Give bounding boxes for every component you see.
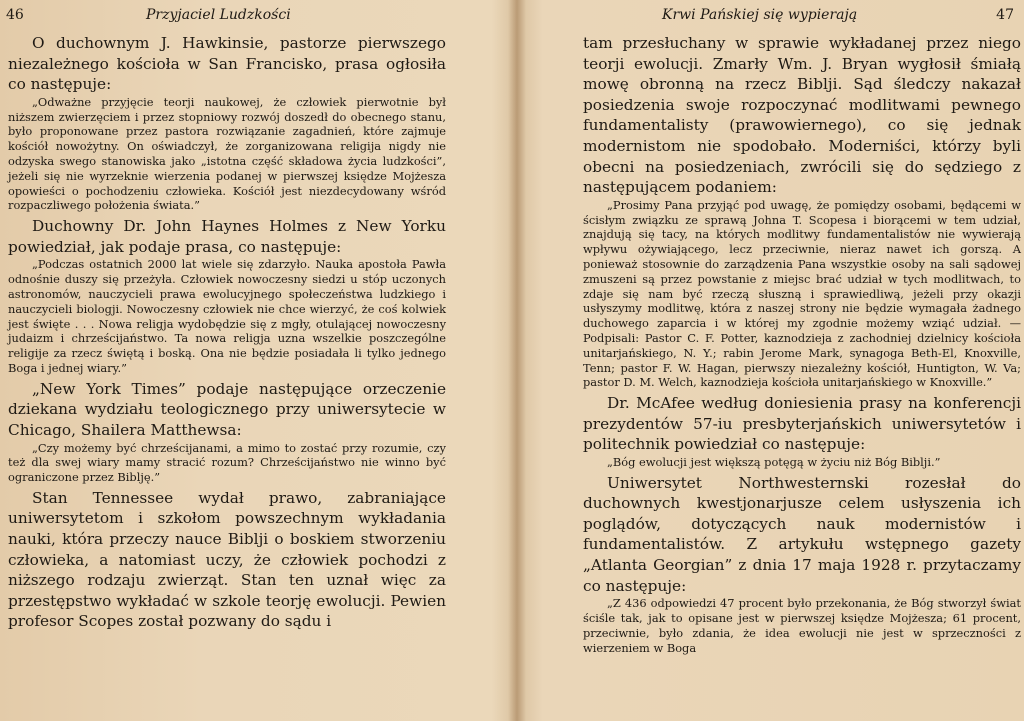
paragraph: Stan Tennessee wydał prawo, zabraniające uniwersytetom i szkołom powszechnym wykładania nauki, która przeczy nauce Biblji o boskiem stworzeniu człowieka, a natomiast uczy, że człowiek pochodzi z niższego rodzaju zwierząt. Stan ten uznał więc za przestępstwo wykładać w szkole teorję ewolucji. Pewien profesor Scopes został pozwany do sądu i <box>8 488 446 631</box>
right-running-head <box>572 4 1014 26</box>
paragraph: Duchowny Dr. John Haynes Holmes z New Yorku powiedział, jak podaje prasa, co następuje: <box>8 217 446 256</box>
left-page-number: 46 <box>6 7 24 23</box>
quotation: „Bóg ewolucji jest większą potęgą w życiu niż Bóg Biblji.” <box>607 454 941 469</box>
quotation: „Odważne przyjęcie teorji naukowej, że człowiek pierwotnie był niższem zwierzęciem i przez stopniowy rozwój doszedł do obecnego stanu, było proponowane przez pastora rozwiązanie zagadnień, które zajmuje kościół nowożytny. On oświadczył, że zorganizowana religija nigdy nie odzyska swego stanowiska jako „istotna część składowa życia ludzkości”, jeżeli się nie wyrzeknie wierzenia podanej w pierwszej księdze Mojżesza opowieści o pochodzeniu człowieka. Kościół jest niezdecydowany wśród rozpaczliwego położenia świata.” <box>8 94 446 213</box>
left-page-body <box>8 33 446 632</box>
left-running-title: Przyjaciel Ludzkości <box>146 7 291 23</box>
paragraph: Dr. McAfee według doniesienia prasy na konferencji prezydentów 57-iu presbyterjańskich uniwersytetów i politechnik powiedział co następuje: <box>583 394 1021 454</box>
right-page <box>512 0 1024 721</box>
quotation: „Z 436 odpowiedzi 47 procent było przekonania, że Bóg stworzył świat ściśle tak, jak to opisane jest w pierwszej księdze Mojżesza; 61 procent, przeciwnie, było zdania, że idea ewolucji nie jest w sprzeczności z wierzeniem w Boga <box>583 596 1021 655</box>
quotation: „Prosimy Pana przyjąć pod uwagę, że pomiędzy osobami, będącemi w ścisłym związku ze sprawą Johna T. Scopesa i biorącemi w tem udział, znajdują się tacy, na których modlitwy fundamentalistów nie wywierają wpływu ożywiającego, lecz przeciwnie, nieraz nawet ich gorszą. A ponieważ stosownie do zarządzenia Pana wszystkie osoby na sali sądowej zmuszeni są przez powstanie z miejsc brać udział w tych modlitwach, to zdaje się nam być rzeczą słuszną i sprawiedliwą, jeżeli przy okazji usłyszymy modlitwę, która z naszej strony nie będzie wymagała żadnego duchowego zaparcia i w której my zgodnie możemy wziąć udział. — Podpisali: Pastor C. F. Potter, kaznodzieja z zachodniej dzielnicy kościoła unitarjańskiego, N. Y.; rabin Jerome Mark, synagoga Beth-El, Knoxville, Tenn; pastor F. W. Hagan, pierwszy niezależny kościół, Huntigton, W. Va; pastor D. M. Welch, kaznodzieja kościoła unitarjańskiego w Knoxville.” <box>583 197 1021 390</box>
paragraph: „New York Times” podaje następujące orzeczenie dziekana wydziału teologicznego przy uniwersytecie w Chicago, Shailera Matthewsa: <box>8 379 446 439</box>
quotation: „Czy możemy być chrześcijanami, a mimo to zostać przy rozumie, czy też dla swej wiary mamy stracić rozum? Chrześcijaństwo nie winno być ograniczone przez Biblję.” <box>8 440 446 485</box>
left-running-head <box>6 4 492 26</box>
right-page-number: 47 <box>996 7 1014 23</box>
paragraph: O duchownym J. Hawkinsie, pastorze pierwszego niezależnego kościoła w San Francisko, prasa ogłosiła co następuje: <box>8 34 446 94</box>
quotation: „Podczas ostatnich 2000 lat wiele się zdarzyło. Nauka apostoła Pawła odnośnie duszy się przeżyła. Człowiek nowoczesny siedzi u stóp uczonych astronomów, nauczycieli prawa ewolucyjnego społeczeństwa ludzkiego i nauczycieli biologji. Nowoczesny człowiek nie chce wierzyć, że coś kolwiek jest święte . . . Nowa religja wydobędzie się z mgły, otulającej nowoczesny judaizm i chrześcijaństwo. Ta nowa religja uzna wszelkie poszczególne religije za rzecz świętą i boską. Ona nie będzie posiadała li tylko jednego Boga i jednej wiary.” <box>8 257 446 375</box>
right-page-body <box>583 33 1021 658</box>
right-running-title: Krwi Pańskiej się wypierają <box>662 7 858 23</box>
paragraph: Uniwersytet Northwesternski rozesłał do duchownych kwestjonarjusze celem usłyszenia ich poglądów, dotyczących nauk modernistów i fundamentalistów. Z artykułu wstępnego gazety „Atlanta Georgian” z dnia 17 maja 1928 r. przytaczamy co następuje: <box>583 473 1021 595</box>
paragraph: tam przesłuchany w sprawie wykładanej przez niego teorji ewolucji. Zmarły Wm. J. Bryan wygłosił śmiałą mowę obronną na rzecz Biblji. Sąd śledczy nakazał posiedzenia swoje rozpoczynać modlitwami pewnego fundamentalisty (prawowiernego), co się jednak modernistom nie spodobało. Moderniści, którzy byli obecni na posiedzeniach, zwrócili się do sędziego z następującem podaniem: <box>583 34 1021 197</box>
